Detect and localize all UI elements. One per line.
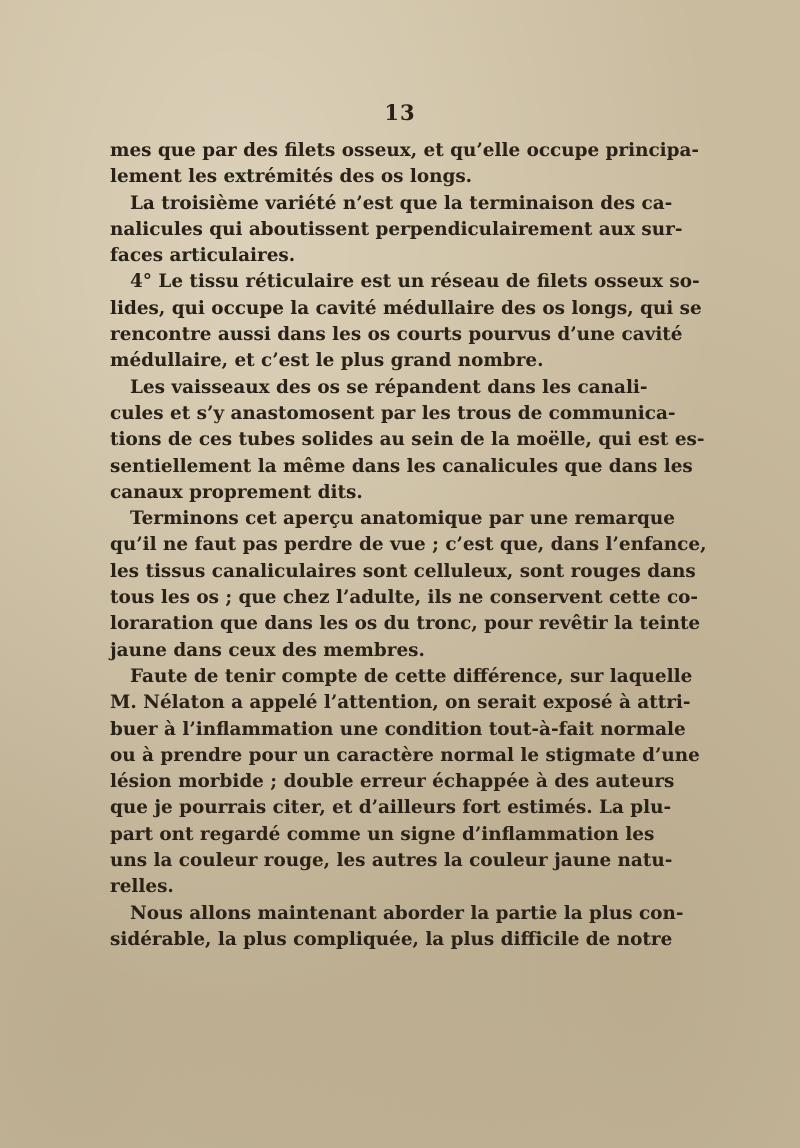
text-line: lésion morbide ; double erreur échappée à des auteurs [110, 771, 675, 793]
text-line: Nous allons maintenant aborder la partie la plus con- [130, 902, 684, 924]
text-line: Les vaisseaux des os se répandent dans les canali- [130, 376, 648, 398]
text-line: 4° Le tissu réticulaire est un réseau de filets osseux so- [130, 271, 700, 293]
text-line: qu’il ne faut pas perdre de vue ; c’est que, dans l’enfance, [110, 534, 707, 556]
text-line: tions de ces tubes solides au sein de la moëlle, qui est es- [110, 429, 705, 451]
text-line: sentiellement la même dans les canalicules que dans les [110, 455, 693, 477]
text-line: cules et s’y anastomosent par les trous de communica- [110, 402, 676, 424]
text-line: lement les extrémités des os longs. [110, 166, 473, 188]
text-line: rencontre aussi dans les os courts pourvus d’une cavité [110, 324, 683, 346]
text-line: mes que par des filets osseux, et qu’elle occupe principa- [110, 140, 700, 161]
body-text [110, 138, 707, 953]
text-line: médullaire, et c’est le plus grand nombre. [110, 350, 544, 372]
text-line: sidérable, la plus compliquée, la plus difficile de notre [110, 928, 673, 950]
page-number: 13 [384, 100, 416, 125]
text-line: La troisième variété n’est que la terminaison des ca- [130, 192, 673, 214]
text-line: canaux proprement dits. [110, 481, 363, 503]
text-line: loraration que dans les os du tronc, pour revêtir la teinte [110, 613, 701, 635]
text-line: part ont regardé comme un signe d’inflammation les [110, 823, 655, 845]
text-line: relles. [110, 876, 174, 898]
text-line: nalicules qui aboutissent perpendiculairement aux sur- [110, 218, 683, 240]
text-line: tous les os ; que chez l’adulte, ils ne conservent cette co- [110, 587, 699, 609]
text-line: ou à prendre pour un caractère normal le stigmate d’une [110, 744, 700, 766]
text-line: faces articulaires. [110, 245, 296, 267]
text-line: M. Nélaton a appelé l’attention, on serait exposé à attri- [110, 692, 691, 714]
text-line: buer à l’inflammation une condition tout-à-fait normale [110, 718, 686, 740]
text-line: uns la couleur rouge, les autres la couleur jaune natu- [110, 850, 673, 872]
text-line: lides, qui occupe la cavité médullaire des os longs, qui se [110, 297, 702, 319]
text-line: jaune dans ceux des membres. [110, 639, 425, 661]
text-line: Faute de tenir compte de cette différence, sur laquelle [130, 665, 693, 687]
text-line: Terminons cet aperçu anatomique par une remarque [130, 508, 675, 530]
text-line: que je pourrais citer, et d’ailleurs fort estimés. La plu- [110, 797, 672, 819]
text-line: les tissus canaliculaires sont celluleux, sont rouges dans [110, 560, 696, 582]
